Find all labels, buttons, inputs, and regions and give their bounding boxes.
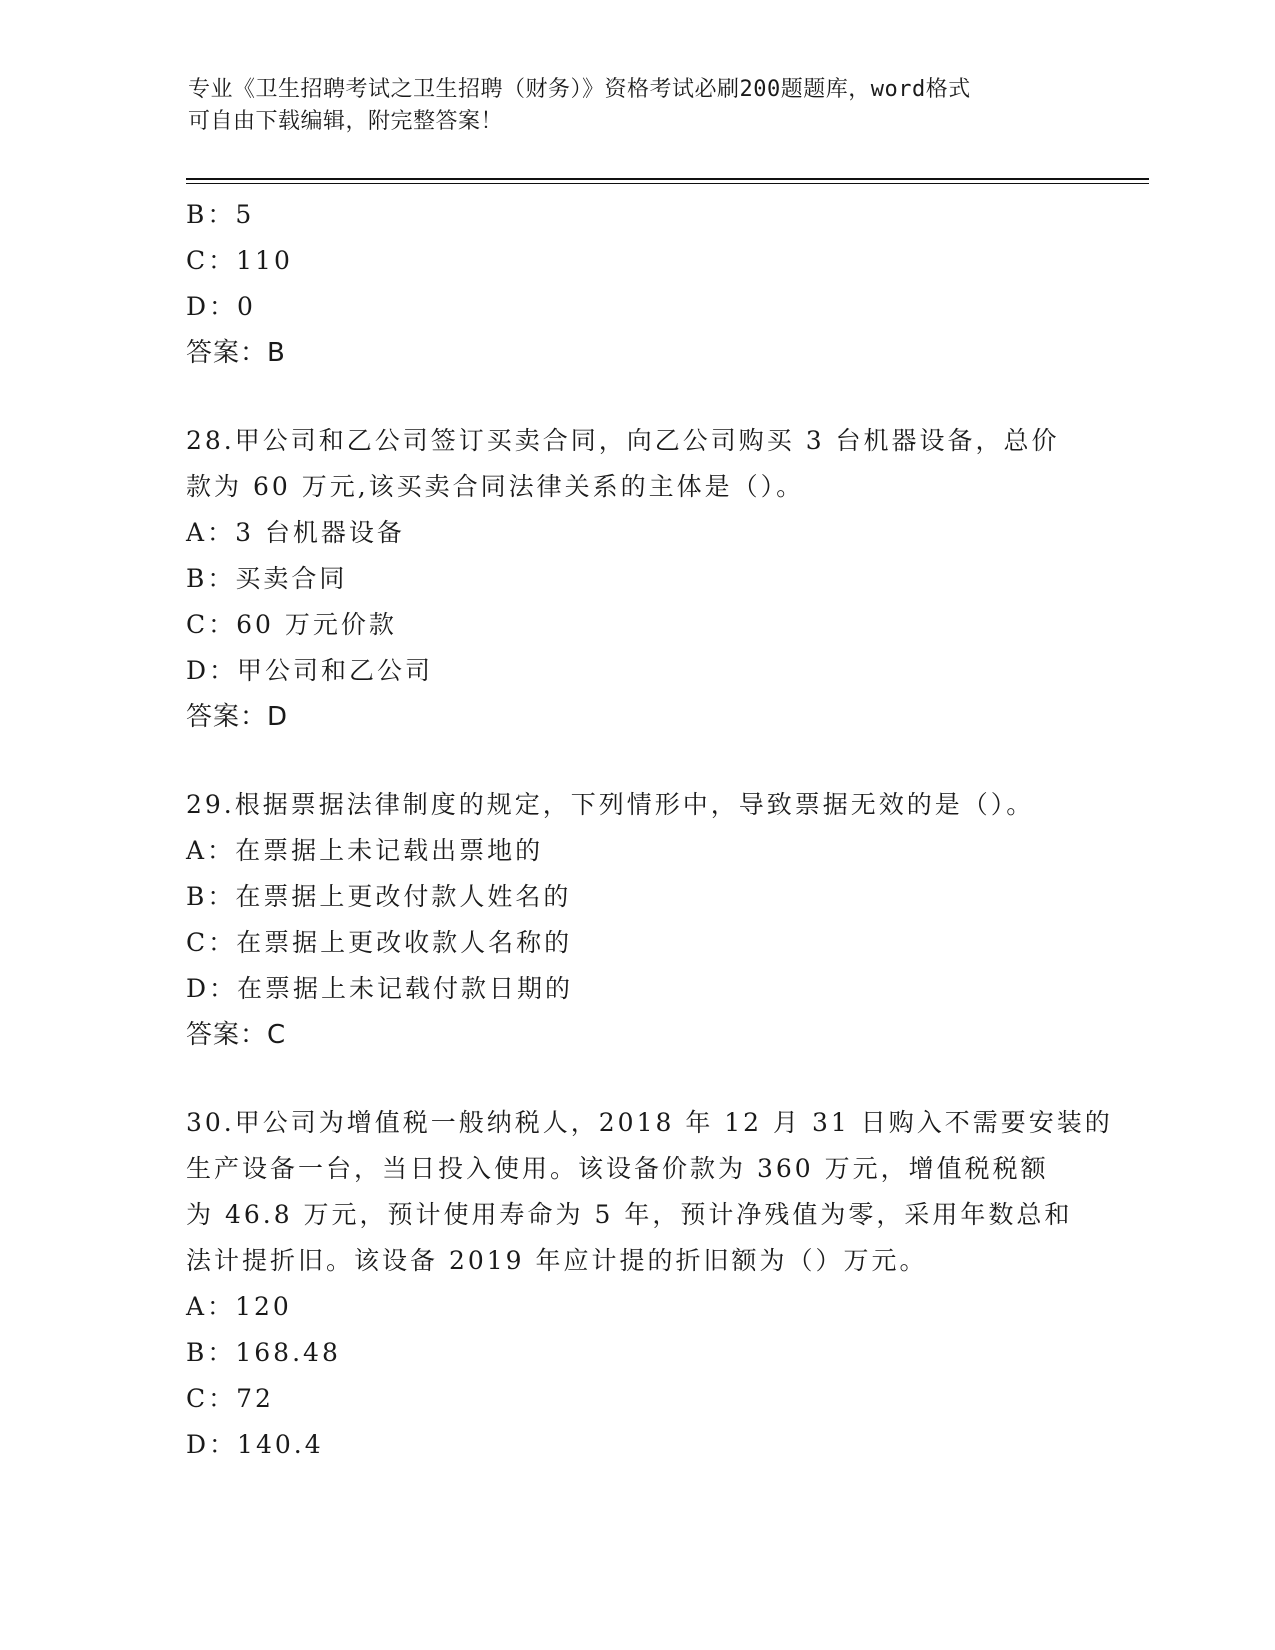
option-a: A：3 台机器设备 [186, 518, 405, 547]
question-stem-line: 为 46.8 万元，预计使用寿命为 5 年，预计净残值为零，采用年数总和 [186, 1200, 1073, 1229]
option-b: B：买卖合同 [186, 564, 348, 593]
question-list [186, 192, 1113, 1468]
option-c: C：在票据上更改收款人名称的 [186, 928, 573, 957]
answer-line: 答案：B [186, 338, 286, 368]
question-28 [186, 418, 1086, 740]
option-d: D：甲公司和乙公司 [186, 656, 434, 685]
header-line-2: 可自由下载编辑，附完整答案！ [188, 109, 504, 134]
option-b: B：168.48 [186, 1338, 341, 1367]
question-30 [186, 1100, 1113, 1468]
question-stem-line: 30.甲公司为增值税一般纳税人，2018 年 12 月 31 日购入不需要安装的 [186, 1108, 1113, 1137]
option-c: C：60 万元价款 [186, 610, 397, 639]
question-stem-line: 生产设备一台，当日投入使用。该设备价款为 360 万元，增值税税额 [186, 1154, 1049, 1183]
document-header [188, 74, 1068, 138]
question-stem-line: 款为 60 万元,该买卖合同法律关系的主体是（）。 [186, 472, 805, 501]
option-c: C：110 [186, 246, 293, 275]
header-line-1: 专业《卫生招聘考试之卫生招聘（财务）》资格考试必刷200题题库，word格式 [188, 77, 971, 102]
answer-line: 答案：D [186, 702, 289, 732]
option-a: A：在票据上未记载出票地的 [186, 836, 544, 865]
question-stem-line: 29.根据票据法律制度的规定，下列情形中，导致票据无效的是（）。 [186, 790, 1035, 819]
question-stem-line: 法计提折旧。该设备 2019 年应计提的折旧额为（）万元。 [186, 1246, 928, 1275]
option-d: D：0 [186, 292, 256, 321]
header-rule-thick [186, 178, 1149, 180]
question-29 [186, 782, 1086, 1058]
option-d: D：140.4 [186, 1430, 324, 1459]
answer-line: 答案：C [186, 1020, 287, 1050]
option-b: B：在票据上更改付款人姓名的 [186, 882, 572, 911]
option-d: D：在票据上未记载付款日期的 [186, 974, 574, 1003]
option-a: A：120 [186, 1292, 292, 1321]
question-27-tail [186, 192, 1086, 376]
header-rule-thin [186, 183, 1149, 184]
option-b: B：5 [186, 200, 255, 229]
option-c: C：72 [186, 1384, 274, 1413]
question-stem-line: 28.甲公司和乙公司签订买卖合同，向乙公司购买 3 台机器设备，总价 [186, 426, 1060, 455]
